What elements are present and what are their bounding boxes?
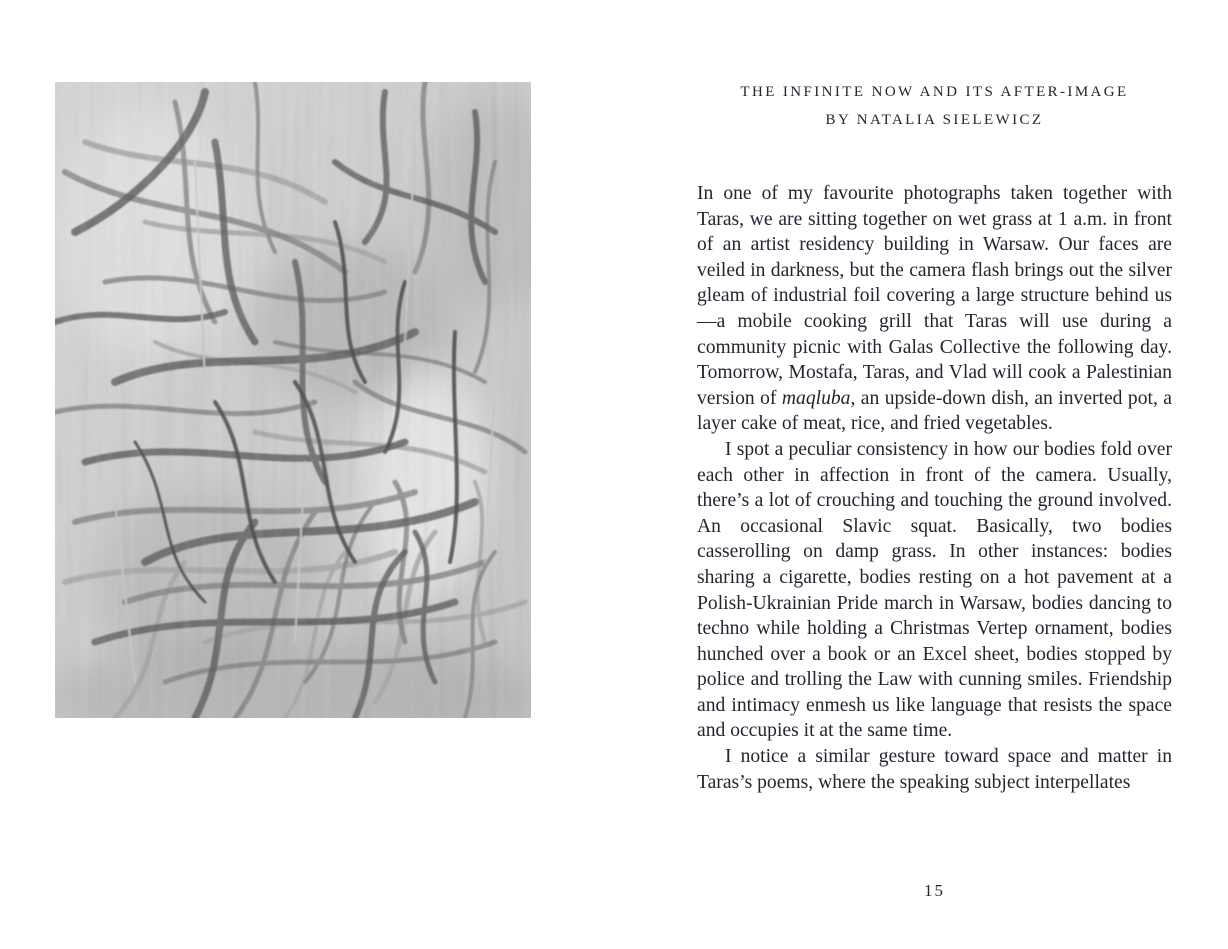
body-paragraph: I spot a peculiar consistency in how our bodies fold over each other in affection in front of the camera. Usually, there’s a lot of crouching and touching the ground involved. An occasional Slavic squat. Basically, two bodies casserolling on damp grass. In other instances: bodies sharing a cigarette, bodies resting on a hot pavement at a Polish-Ukrainian Pride march in Warsaw, bodies dancing to techno while holding a Christmas Vertep ornament, bodies hunched over a book or an Excel sheet, bodies stopped by police and trolling the Law with cunning smiles. Friendship and intimacy enmesh us like language that resists the space and occupies it at the same time. xyxy=(697,438,1172,742)
chapter-title: THE INFINITE NOW AND ITS AFTER-IMAGE xyxy=(740,84,1129,100)
chapter-heading xyxy=(697,79,1172,134)
artwork-painting-svg xyxy=(55,82,531,718)
body-text xyxy=(697,181,1172,795)
artwork-image xyxy=(55,82,531,718)
page-number: 15 xyxy=(924,881,945,900)
body-paragraph: In one of my favourite photographs taken together with Taras, we are sitting together on wet grass at 1 a.m. in front of an artist residency building in Warsaw. Our faces are veiled in darkness, but the camera flash brings out the silver gleam of industrial foil covering a large structure behind us—a mobile cooking grill that Taras will use during a community picnic with Galas Collective the following day. Tomorrow, Mostafa, Taras, and Vlad will cook a Palestinian version of maqluba, an upside-down dish, an inverted pot, a layer cake of meat, rice, and fried vegetables. xyxy=(697,183,1172,435)
chapter-author: BY NATALIA SIELEWICZ xyxy=(825,111,1044,128)
right-page xyxy=(614,0,1228,949)
body-paragraph: I notice a similar gesture toward space and matter in Taras’s poems, where the speaking subject interpellates xyxy=(697,746,1172,793)
